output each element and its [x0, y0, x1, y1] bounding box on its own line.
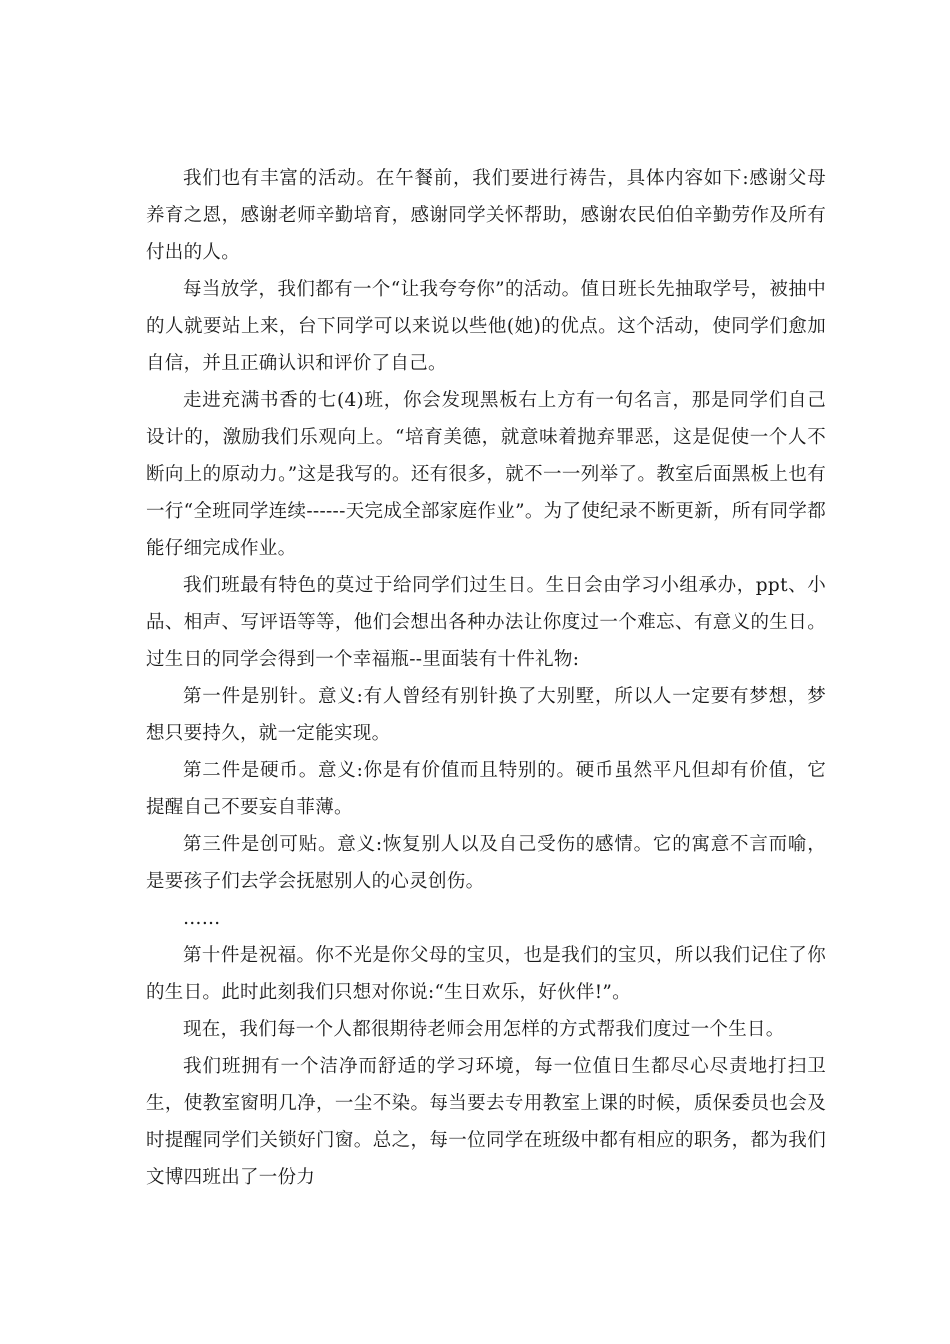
paragraph-motto: 走进充满书香的七(4)班，你会发现黑板右上方有一句名言，那是同学们自己设计的，激励我们乐观向上。“培育美德，就意味着抛弃罪恶，这是促使一个人不断向上的原动力。”这是我写的。还有很多，就不一一列举了。教室后面黑板上也有一行“全班同学连续------天完成全部家庭作业”。为了使纪录不断更新，所有同学都能仔细完成作业。	[146, 390, 826, 559]
paragraph-environment: 我们班拥有一个洁净而舒适的学习环境，每一位值日生都尽心尽责地打扫卫生，使教室窗明几净，一尘不染。每当要去专用教室上课的时候，质保委员也会及时提醒同学们关锁好门窗。总之，每一位同学在班级中都有相应的职务，都为我们文博四班出了一份力	[146, 1056, 826, 1188]
paragraph-activities: 我们也有丰富的活动。在午餐前，我们要进行祷告，具体内容如下:感谢父母养育之恩，感谢老师辛勤培育，感谢同学关怀帮助，感谢农民伯伯辛勤劳作及所有付出的人。	[146, 168, 826, 263]
paragraph-gift-3: 第三件是创可贴。意义:恢复别人以及自己受伤的感情。它的寓意不言而喻，是要孩子们去学会抚慰别人的心灵创伤。	[146, 834, 826, 892]
paragraph-birthday: 我们班最有特色的莫过于给同学们过生日。生日会由学习小组承办，ppt、小品、相声、写评语等等，他们会想出各种办法让你度过一个难忘、有意义的生日。过生日的同学会得到一个幸福瓶--里面装有十件礼物:	[146, 575, 826, 670]
paragraph-gift-10: 第十件是祝福。你不光是你父母的宝贝，也是我们的宝贝，所以我们记住了你的生日。此时此刻我们只想对你说:“生日欢乐，好伙伴!”。	[146, 945, 826, 1003]
paragraph-praise-activity: 每当放学，我们都有一个“让我夸夸你”的活动。值日班长先抽取学号，被抽中的人就要站上来，台下同学可以来说以些他(她)的优点。这个活动，使同学们愈加自信，并且正确认识和评价了自己。	[146, 279, 826, 374]
paragraph-ellipsis: ……	[183, 908, 221, 929]
paragraph-gift-2: 第二件是硬币。意义:你是有价值而且特别的。硬币虽然平凡但却有价值，它提醒自己不要妄自菲薄。	[146, 760, 826, 818]
paragraph-gift-1: 第一件是别针。意义:有人曾经有别针换了大别墅，所以人一定要有梦想，梦想只要持久，就一定能实现。	[146, 686, 826, 744]
paragraph-expectation: 现在，我们每一个人都很期待老师会用怎样的方式帮我们度过一个生日。	[183, 1019, 785, 1040]
document-body	[146, 160, 826, 1196]
